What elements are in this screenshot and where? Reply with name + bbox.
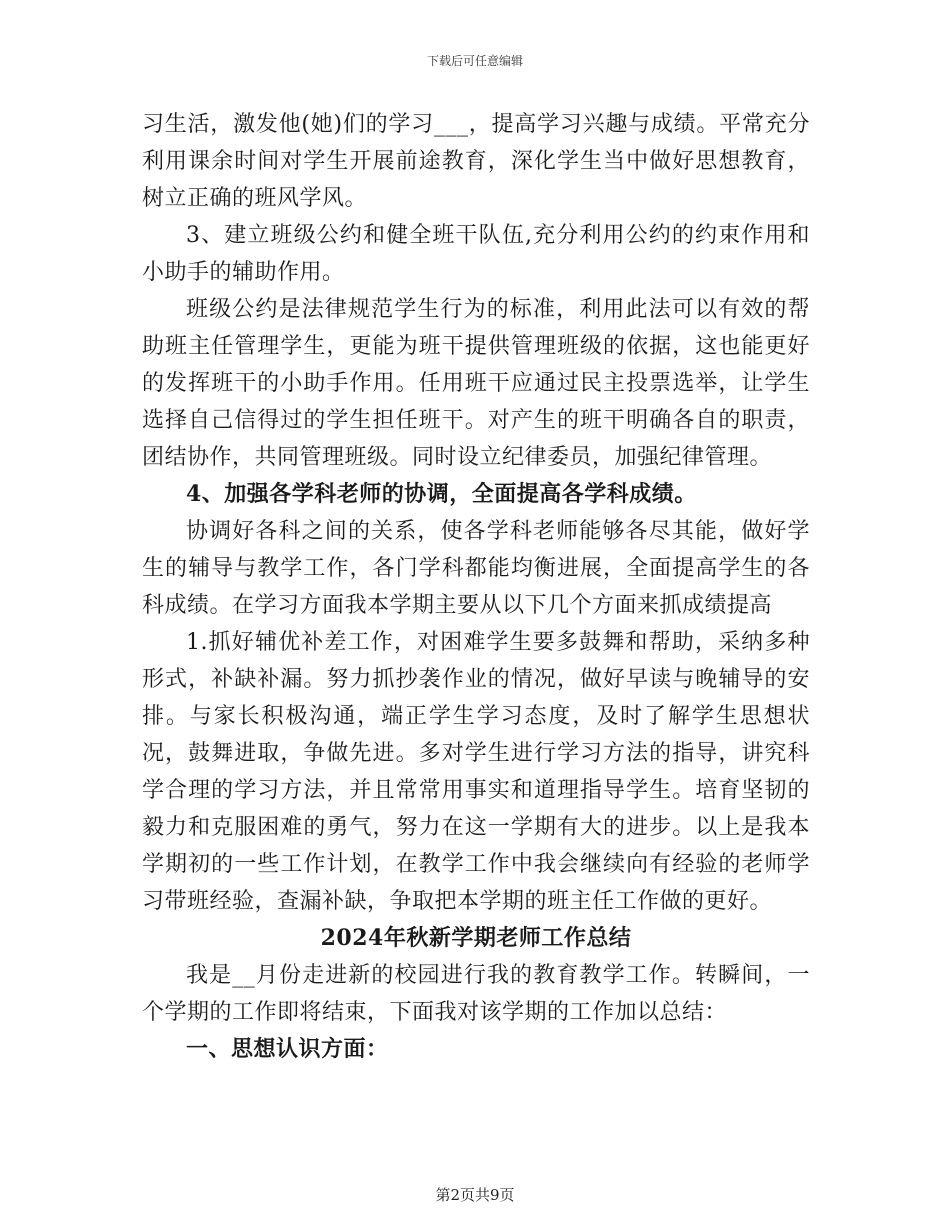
paragraph-1: 习生活，激发他(她)们的学习___，提高学习兴趣与成绩。平常充分利用课余时间对学生开展前途教育，深化学生当中做好思想教育，树立正确的班风学风。: [142, 112, 810, 211]
page-footer: 第2页共9页: [435, 1186, 515, 1204]
page-header: 下载后可任意编辑: [426, 54, 523, 68]
paragraph-6: 1.抓好辅优补差工作，对困难学生要多鼓舞和帮助，采纳多种形式，补缺补漏。努力抓抄袭作业的情况，做好早读与晚辅导的安排。与家长积极沟通，端正学生学习态度，及时了解学生思想状况，鼓舞进取，争做先进。多对学生进行学习方法的指导，讲究科学合理的学习方法，并且常常用事实和道理指导学生。培育坚韧的毅力和克服困难的勇气，努力在这一学期有大的进步。以上是我本学期初的一些工作计划，在教学工作中我会继续向有经验的老师学习带班经验，查漏补缺，争取把本学期的班主任工作做的更好。: [142, 630, 810, 914]
section-title: 2024年秋新学期老师工作总结: [320, 925, 632, 951]
paragraph-5: 协调好各科之间的关系，使各学科老师能够各尽其能，做好学生的辅导与教学工作，各门学科都能均衡进展，全面提高学生的各科成绩。在学习方面我本学期主要从以下几个方面来抓成绩提高: [142, 519, 810, 618]
subheading-thought: 一、思想认识方面：: [186, 1036, 389, 1062]
paragraph-7: 我是__月份走进新的校园进行我的教育教学工作。转瞬间，一个学期的工作即将结束，下面我对该学期的工作加以总结：: [142, 963, 810, 1025]
paragraph-2: 3、建立班级公约和健全班干队伍,充分利用公约的约束作用和小助手的辅助作用。: [142, 223, 810, 285]
document-body: [142, 106, 810, 1068]
paragraph-3: 班级公约是法律规范学生行为的标准，利用此法可以有效的帮助班主任管理学生，更能为班干提供管理班级的依据，这也能更好的发挥班干的小助手作用。任用班干应通过民主投票选举，让学生选择自己信得过的学生担任班干。对产生的班干明确各自的职责，团结协作，共同管理班级。同时设立纪律委员，加强纪律管理。: [142, 297, 810, 470]
paragraph-4-heading: 4、加强各学科老师的协调，全面提高各学科成绩。: [186, 481, 697, 507]
